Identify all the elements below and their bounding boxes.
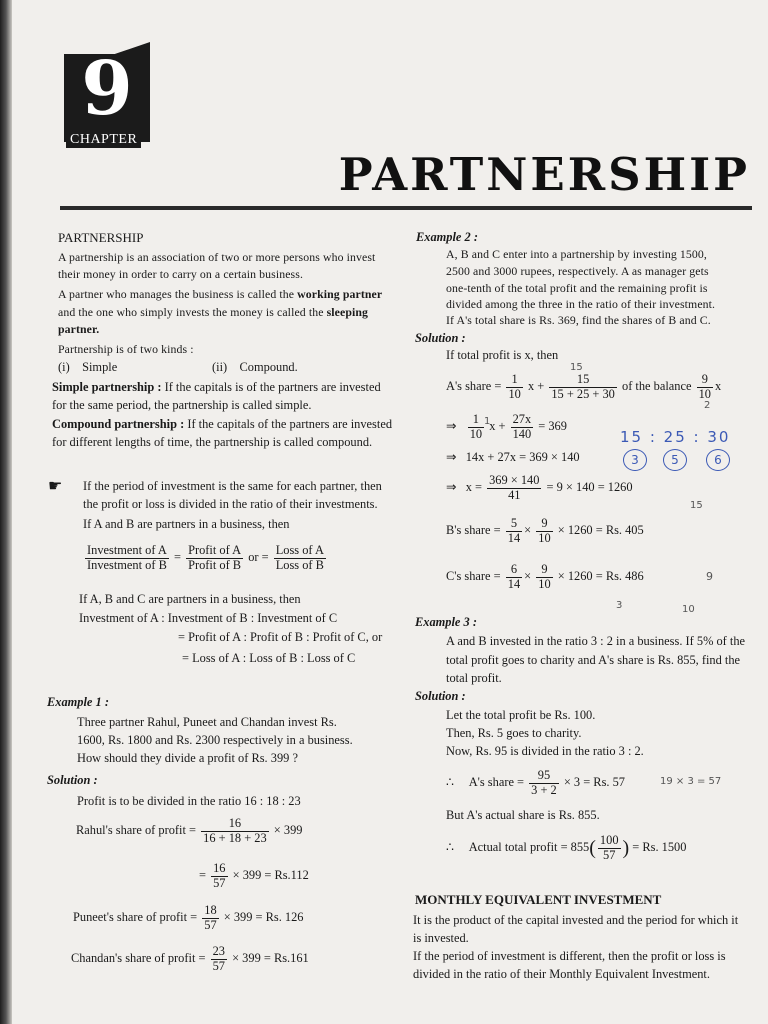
mei-definition: It is the product of the capital invested and the period for which it xyxy=(413,913,739,927)
working-partner-line: A partner who manages the business is called the working partner xyxy=(58,287,383,301)
total-profit: ∴ Actual total profit = 855( $\frac{100}{57}$ ) = Rs. 1500 xyxy=(446,833,687,862)
pencil-note-1: 1 xyxy=(484,416,491,427)
note-line: If A and B are partners in a business, then xyxy=(83,517,290,531)
pointing-hand-icon: ☛ xyxy=(48,478,63,495)
simple-partnership-def: Simple partnership : If the capitals is of the partners are invested xyxy=(52,380,381,394)
title-rule xyxy=(60,206,752,210)
example-2-question: A, B and C enter into a partnership by investing 1500, xyxy=(446,247,707,261)
chapter-badge xyxy=(64,42,150,154)
example-3-question: total profit. xyxy=(446,671,502,685)
pencil-note-3: 3 xyxy=(616,600,623,611)
solution-step: If total profit is x, then xyxy=(446,348,559,362)
b-share: B's share = $\frac{5}{14}$ × $\frac{9}{10}$ × 1260 = Rs. 405 xyxy=(446,516,644,545)
example-3-question: A and B invested in the ratio 3 : 2 in a business. If 5% of the xyxy=(446,634,746,648)
abc-line: = Profit of A : Profit of B : Profit of C, or xyxy=(178,630,383,644)
section-heading-partnership: PARTNERSHIP xyxy=(58,230,144,245)
solution-step: Let the total profit be Rs. 100. xyxy=(446,708,596,722)
compound-partnership-def-2: for different lengths of time, the partnership is called compound. xyxy=(52,435,373,449)
pencil-note-10: 10 xyxy=(682,604,695,615)
solution-step: Then, Rs. 5 goes to charity. xyxy=(446,726,582,740)
example-2-question: divided among the three in the ratio of their investment. xyxy=(446,297,716,311)
a-share-calc: ∴ A's share = $\frac{95}{3 + 2}$ × 3 = Rs. 57 xyxy=(446,768,625,797)
example-1-question: Three partner Rahul, Puneet and Chandan invest Rs. xyxy=(77,715,337,729)
kind-compound: (ii) Compound. xyxy=(212,360,298,374)
solution-step: Now, Rs. 95 is divided in the ratio 3 : 2. xyxy=(446,744,644,758)
example-1-solution-label: Solution : xyxy=(47,773,98,787)
rahul-share-result: = $\frac{16}{57}$ × 399 = Rs.112 xyxy=(199,861,309,890)
mei-definition: If the period of investment is different, then the profit or loss is xyxy=(413,949,726,963)
example-2-label: Example 2 : xyxy=(416,230,478,244)
pencil-note-9: 9 xyxy=(706,570,713,583)
example-3-label: Example 3 : xyxy=(415,615,477,629)
abc-line: Investment of A : Investment of B : Investment of C xyxy=(79,611,338,625)
note-line: the profit or loss is divided in the ratio of their investments. xyxy=(83,497,378,511)
sleeping-partner-end: partner. xyxy=(58,322,100,336)
example-1-label: Example 1 : xyxy=(47,695,109,709)
page-binding-edge xyxy=(0,0,12,1024)
example-3-question: total profit goes to charity and A's share is Rs. 855, find the xyxy=(446,653,741,667)
equation-step-2: ⇒ $\frac{1}{10}$ x + $\frac{27x}{140}$ = 369 xyxy=(446,412,567,441)
example-1-question: How should they divide a profit of Rs. 399 ? xyxy=(77,751,298,765)
actual-share: But A's actual share is Rs. 855. xyxy=(446,808,600,822)
handwritten-ratio: 15 : 25 : 30 xyxy=(620,428,731,446)
chandan-share: Chandan's share of profit = $\frac{23}{57}$ × 399 = Rs.161 xyxy=(71,944,309,973)
example-2-question: If A's total share is Rs. 369, find the shares of B and C. xyxy=(446,313,711,327)
example-2-question: one-tenth of the total profit and the remaining profit is xyxy=(446,281,708,295)
c-share: C's share = $\frac{6}{14}$ × $\frac{9}{10}$ × 1260 = Rs. 486 xyxy=(446,562,644,591)
a-share-equation: A's share = $\frac{1}{10}$ x + $\frac{15}{15 + 25 + 30}$ of the balance $\frac{9}{10}$ x xyxy=(446,372,722,401)
sleeping-partner-line: and the one who simply invests the money is called the sleeping xyxy=(58,305,369,319)
equation-step-3: ⇒ 14x + 27x = 369 × 140 xyxy=(446,450,580,464)
compound-partnership-def: Compound partnership : If the capitals of the partners are invested xyxy=(52,417,393,431)
ratio-line: Profit is to be divided in the ratio 16 : 18 : 23 xyxy=(77,794,301,808)
puneet-share: Puneet's share of profit = $\frac{18}{57}$ × 399 = Rs. 126 xyxy=(73,903,304,932)
ratio-formula: Investment of A Investment of B = Profit of A Profit of B or = Loss of A Loss of B xyxy=(87,543,324,572)
example-1-question: 1600, Rs. 1800 and Rs. 2300 respectively in a business. xyxy=(77,733,353,747)
rahul-share: Rahul's share of profit = $\frac{16}{16 + 18 + 23}$ × 399 xyxy=(76,816,303,845)
chapter-number: 9 xyxy=(81,46,133,132)
simple-partnership-def-2: for the same period, the partnership is called simple. xyxy=(52,398,312,412)
section-heading-mei: MONTHLY EQUIVALENT INVESTMENT xyxy=(415,892,662,907)
handwritten-circled-3: 3 xyxy=(623,449,647,471)
handwritten-circled-6: 6 xyxy=(706,449,730,471)
chapter-label: CHAPTER xyxy=(66,132,141,148)
kind-simple: (i) Simple xyxy=(58,360,118,374)
handwritten-circled-5: 5 xyxy=(663,449,687,471)
abc-line: If A, B and C are partners in a business, then xyxy=(79,592,301,606)
pencil-scribble: 19 × 3 = 57 xyxy=(660,776,722,787)
pencil-note-15b: 15 xyxy=(690,500,703,511)
pencil-note-2: 2 xyxy=(704,400,711,411)
example-3-solution-label: Solution : xyxy=(415,689,466,703)
chapter-title: PARTNERSHIP xyxy=(338,148,750,201)
pencil-note-15: 15 xyxy=(570,362,583,373)
equation-step-4: ⇒ x = $\frac{369 \times 140}{41}$ = 9 × 140 = 1260 xyxy=(446,473,633,502)
mei-definition: divided in the ratio of their Monthly Equivalent Investment. xyxy=(413,967,710,981)
kinds-line: Partnership is of two kinds : xyxy=(58,342,194,356)
definition-line: A partnership is an association of two or more persons who invest xyxy=(58,250,376,264)
mei-definition: is invested. xyxy=(413,931,469,945)
example-2-question: 2500 and 3000 rupees, respectively. A as manager gets xyxy=(446,264,709,278)
note-line: If the period of investment is the same for each partner, then xyxy=(83,479,382,493)
definition-line: their money in order to carry on a certain business. xyxy=(58,267,303,281)
example-2-solution-label: Solution : xyxy=(415,331,466,345)
abc-line: = Loss of A : Loss of B : Loss of C xyxy=(182,651,356,665)
